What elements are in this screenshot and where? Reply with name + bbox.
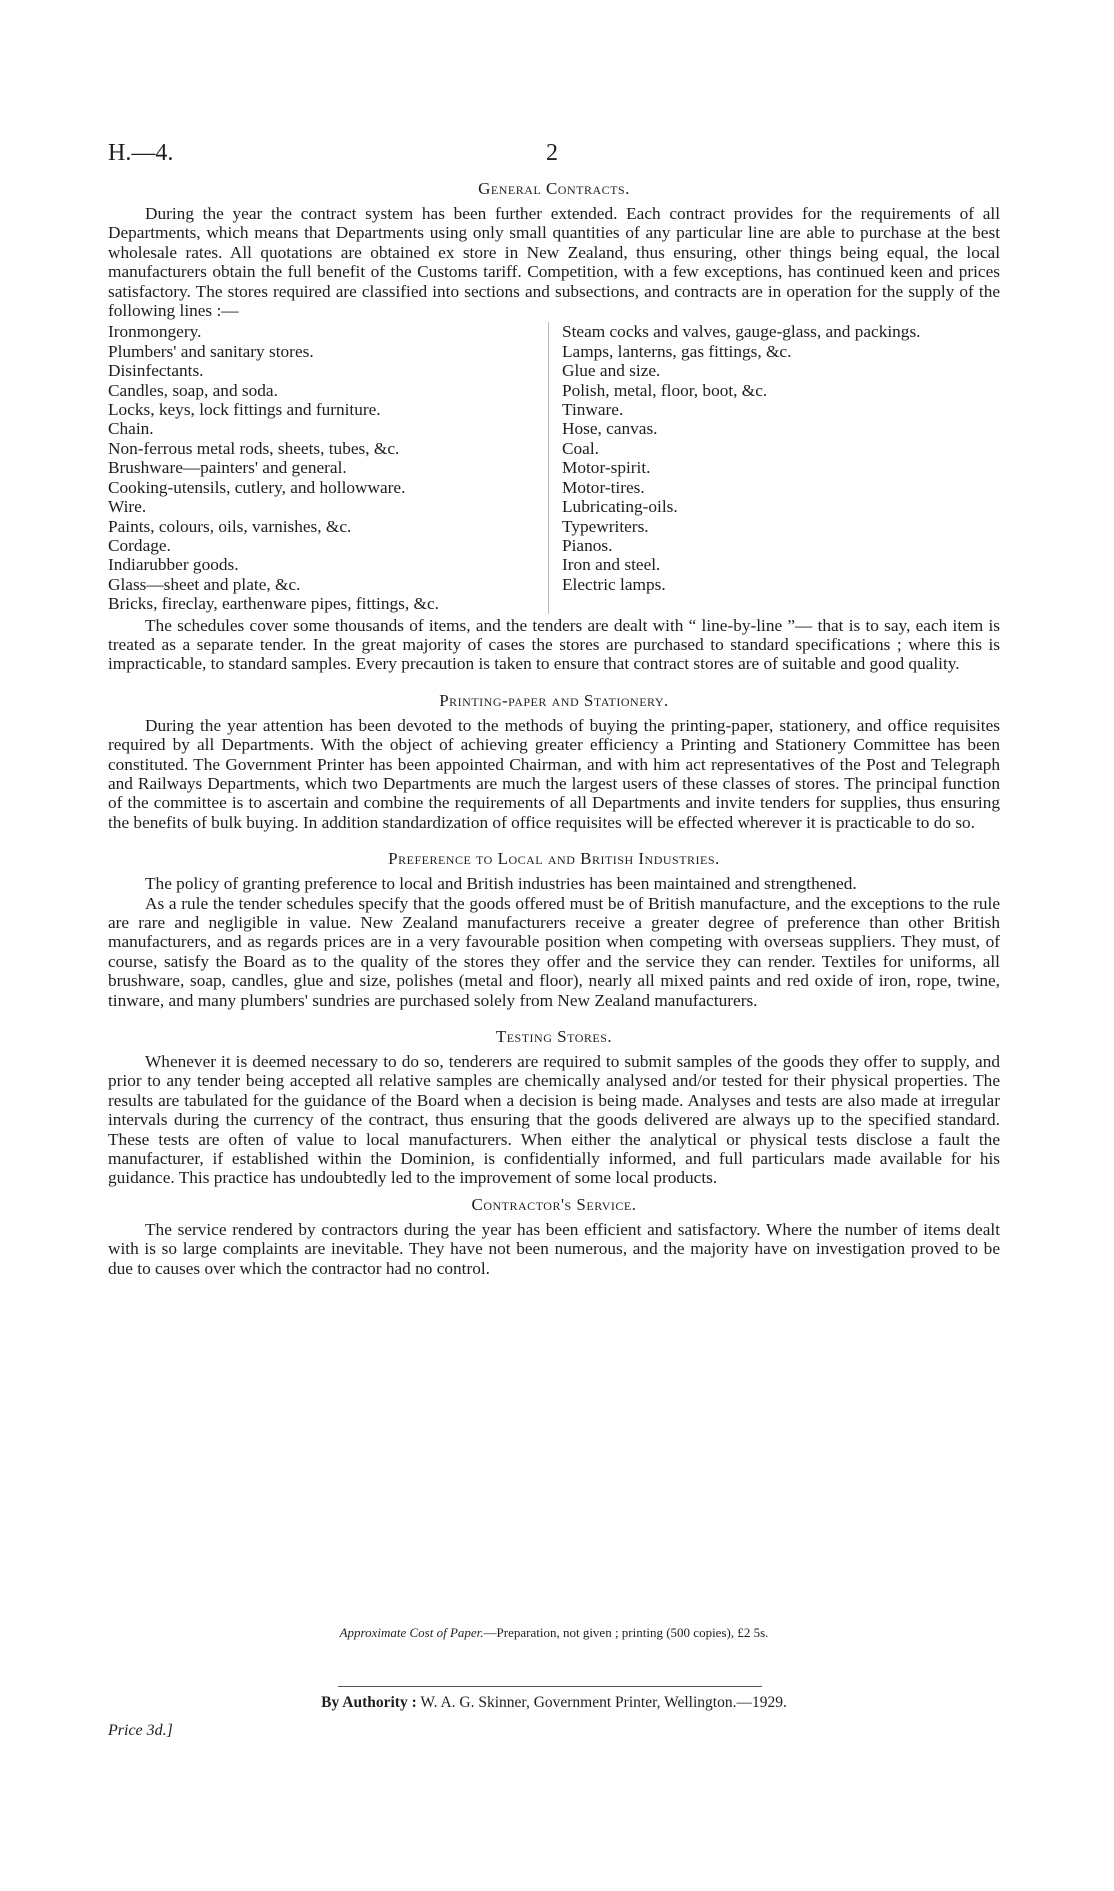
authority-label: By Authority : bbox=[321, 1694, 417, 1711]
cost-text: —Preparation, not given ; printing (500 copies), £2 5s. bbox=[483, 1625, 769, 1640]
list-item: Tinware. bbox=[562, 400, 624, 420]
authority-text: W. A. G. Skinner, Government Printer, Wellington.—1929. bbox=[420, 1694, 787, 1711]
document-body bbox=[108, 178, 1000, 1278]
list-item: Steam cocks and valves, gauge-glass, and packings. bbox=[562, 322, 921, 342]
footer-rule bbox=[338, 1686, 762, 1687]
list-left-column bbox=[108, 322, 548, 613]
list-item: Typewriters. bbox=[562, 516, 649, 536]
contract-lines-list bbox=[108, 322, 1000, 613]
list-item: Bricks, fireclay, earthenware pipes, fittings, &c. bbox=[108, 594, 439, 614]
paragraph: During the year attention has been devoted to the methods of buying the printing-paper, stationery, and office requisites required by all Departments. With the object of achieving greater efficiency a Printing and Stationery Committee has been constituted. The Government Printer has been appointed Chairman, and with him act representatives of the Post and Telegraph and Railways Departments, which two Departments are much the largest users of these classes of stores. The principal function of the committee is to ascertain and combine the requirements of all Departments and invite tenders for supplies, thus ensuring the benefits of bulk buying. In addition standardization of office requisites will be effected wherever it is practicable to do so. bbox=[108, 715, 1000, 832]
paragraph: Whenever it is deemed necessary to do so, tenderers are required to submit samples of the goods they offer to supply, and prior to any tender being accepted all relative samples are chemically analysed and/or tested for their physical properties. The results are tabulated for the guidance of the Board when a decision is being made. Analyses and tests are also made at irregular intervals during the currency of the contract, thus ensuring that the goods delivered are always up to the specified standard. These tests are often of value to local manufacturers. When either the analytical or physical tests disclose a fault the manufacturer, if established within the Dominion, is confidentially informed, and full particulars made available for his guidance. This practice has undoubtedly led to the improvement of some local products. bbox=[108, 1052, 1000, 1188]
section-heading-printing-paper: Printing-paper and Stationery. bbox=[439, 690, 669, 710]
list-item: Polish, metal, floor, boot, &c. bbox=[562, 380, 768, 400]
list-item: Paints, colours, oils, varnishes, &c. bbox=[108, 516, 352, 536]
page-number: 2 bbox=[546, 140, 558, 166]
list-item: Cordage. bbox=[108, 535, 171, 555]
list-item: Indiarubber goods. bbox=[108, 555, 239, 575]
list-item: Iron and steel. bbox=[562, 555, 661, 575]
list-item: Chain. bbox=[108, 419, 154, 439]
list-item: Motor-tires. bbox=[562, 477, 645, 497]
cost-note bbox=[108, 1625, 1000, 1641]
document-reference: H.—4. bbox=[108, 140, 174, 166]
price-label: Price 3d.] bbox=[108, 1722, 173, 1739]
section-heading-general-contracts: General Contracts. bbox=[478, 179, 630, 198]
list-item: Plumbers' and sanitary stores. bbox=[108, 341, 314, 361]
list-item: Electric lamps. bbox=[562, 574, 666, 594]
list-item: Pianos. bbox=[562, 535, 613, 555]
authority-line bbox=[108, 1694, 1000, 1712]
paragraph: As a rule the tender schedules specify that the goods offered must be of British manufacture, and the exceptions to the rule are rare and negligible in value. New Zealand manufacturers receive a greater degree of preference than other British manufacturers, and as regards prices are in a very favourable position when competing with overseas suppliers. They must, of course, satisfy the Board as to the quality of the stores they offer and the service they can render. Textiles for uniforms, all brushware, soap, candles, glue and size, polishes (metal and floor), nearly all mixed paints and red oxide of iron, rope, twine, tinware, and many plumbers' sundries are purchased solely from New Zealand manufacturers. bbox=[108, 893, 1000, 1010]
list-item: Disinfectants. bbox=[108, 361, 204, 381]
list-item: Candles, soap, and soda. bbox=[108, 380, 278, 400]
list-right-column bbox=[548, 322, 921, 613]
list-item: Non-ferrous metal rods, sheets, tubes, &c. bbox=[108, 438, 400, 458]
cost-label: Approximate Cost of Paper. bbox=[339, 1625, 484, 1640]
list-item: Lamps, lanterns, gas fittings, &c. bbox=[562, 341, 792, 361]
list-item: Brushware—painters' and general. bbox=[108, 458, 347, 478]
paragraph: The service rendered by contractors during the year has been efficient and satisfactory. Where the number of items dealt with is so large complaints are inevitable. They have not been numerous, and the majority have on investigation proved to be due to causes over which the contractor had no control. bbox=[108, 1219, 1000, 1278]
list-item: Ironmongery. bbox=[108, 322, 202, 342]
paragraph: The policy of granting preference to local and British industries has been maintained and strengthened. bbox=[145, 874, 857, 894]
section-heading-contractors-service: Contractor's Service. bbox=[471, 1194, 637, 1214]
list-item: Glue and size. bbox=[562, 361, 661, 381]
list-item: Glass—sheet and plate, &c. bbox=[108, 574, 301, 594]
paragraph: The schedules cover some thousands of items, and the tenders are dealt with “ line-by-line ”— that is to say, each item is treated as a separate tender. In the great majority of cases the stores are purchased to standard specifications ; where this is impracticable, to standard samples. Every precaution is taken to ensure that contract stores are of suitable and good quality. bbox=[108, 615, 1000, 674]
list-item: Lubricating-oils. bbox=[562, 497, 678, 517]
list-item: Hose, canvas. bbox=[562, 419, 658, 439]
list-item: Cooking-utensils, cutlery, and hollowware. bbox=[108, 477, 406, 497]
list-item: Coal. bbox=[562, 438, 599, 458]
list-item: Motor-spirit. bbox=[562, 458, 651, 478]
list-item: Wire. bbox=[108, 497, 147, 517]
list-item: Locks, keys, lock fittings and furniture. bbox=[108, 400, 381, 420]
section-heading-testing-stores: Testing Stores. bbox=[495, 1027, 613, 1047]
paragraph: During the year the contract system has been further extended. Each contract provides for the requirements of all Departments, which means that Departments using only small quantities of any particular line are able to purchase at the best wholesale rates. All quotations are obtained ex store in New Zealand, thus ensuring, other things being equal, the local manufacturers obtain the full benefit of the Customs tariff. Competition, with a few exceptions, has continued keen and prices satisfactory. The stores required are classified into sections and subsections, and contracts are in operation for the supply of the following lines :— bbox=[108, 204, 1000, 321]
section-heading-preference: Preference to Local and British Industries. bbox=[388, 849, 720, 869]
